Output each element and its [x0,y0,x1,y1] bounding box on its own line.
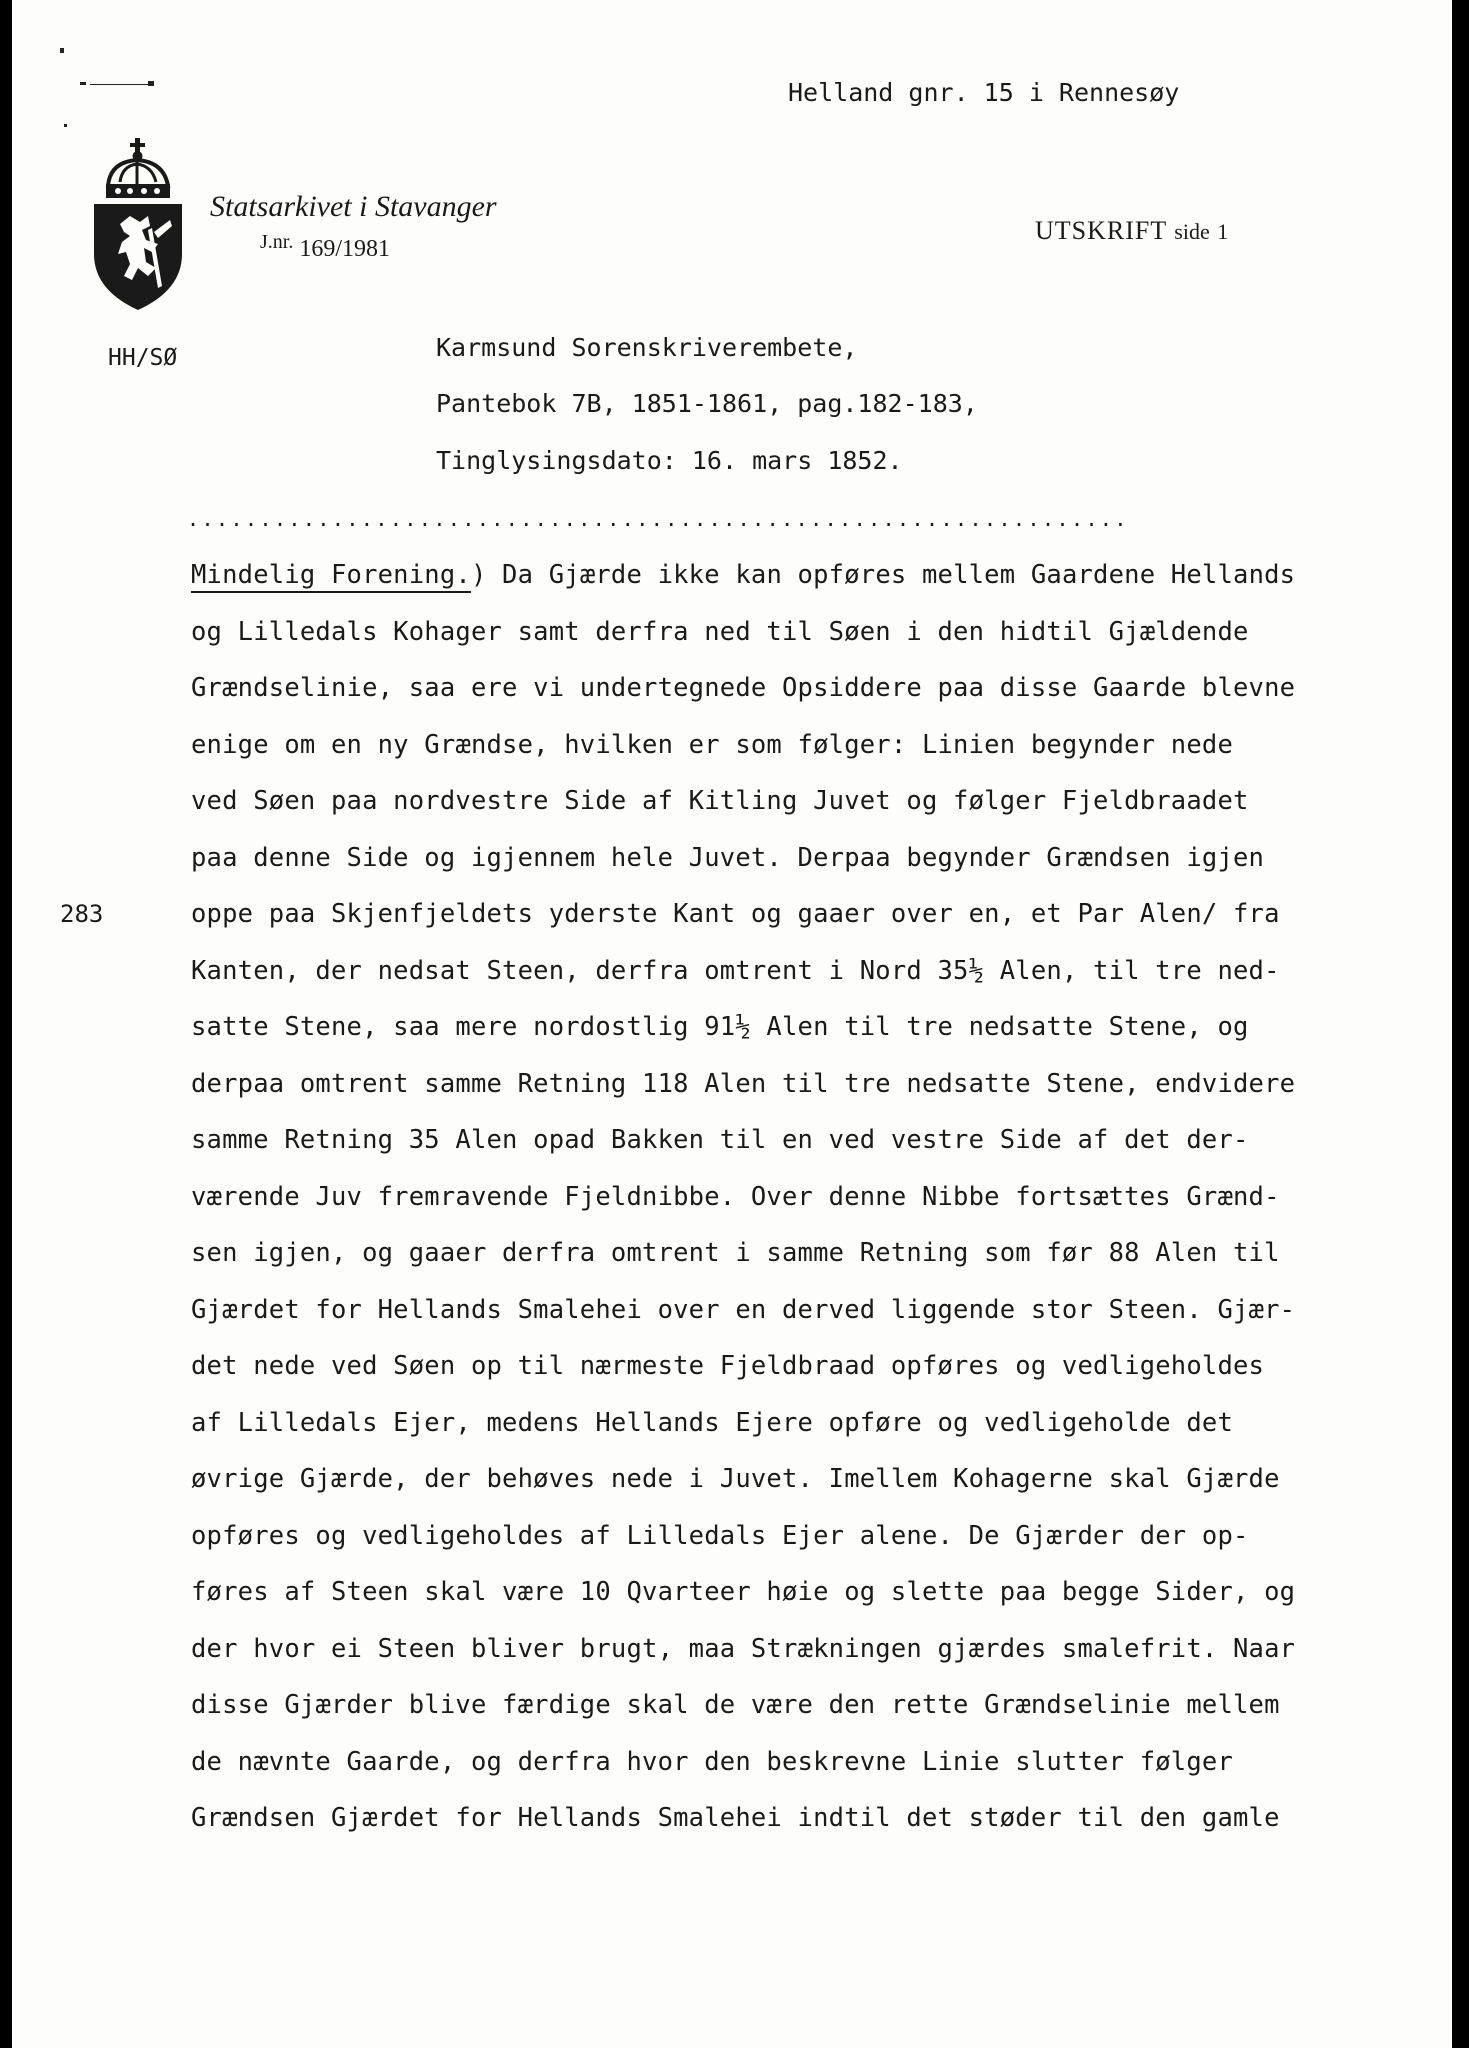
dotted-separator: ................................................................. [187,507,1129,531]
text-line: af Lilledals Ejer, medens Hellands Ejere opføre og vedligeholde det [191,1408,1234,1438]
journal-number-value: 169/1981 [299,236,391,262]
text-line: sen igjen, og gaaer derfra omtrent i samme Retning som før 88 Alen til [191,1238,1280,1268]
scan-mark [80,82,86,85]
text-line: satte Stene, saa mere nordostlig 91½ Alen til tre nedsatte Stene, og [191,1012,1249,1042]
text-line: Grændsen Gjærdet for Hellands Smalehei indtil det støder til den gamle [191,1803,1280,1833]
scan-mark [148,81,154,86]
document-page [12,0,1452,2048]
text-line: der hvor ei Steen bliver brugt, maa Strækningen gjærdes smalefrit. Naar [191,1634,1296,1664]
first-line-text: ) Da Gjærde ikke kan opføres mellem Gaardene Hellands [470,560,1296,590]
text-line: det nede ved Søen op til nærmeste Fjeldbraad opføres og vedligeholdes [191,1351,1265,1381]
reference-line: Tinglysingsdato: 16. mars 1852. [436,446,903,475]
text-line: samme Retning 35 Alen opad Bakken til en ved vestre Side af det der- [191,1125,1249,1155]
text-line: værende Juv fremravende Fjeldnibbe. Over denne Nibbe fortsættes Grænd- [191,1182,1280,1212]
document-type: UTSKRIFT [1035,216,1167,245]
text-line: føres af Steen skal være 10 Qvarteer høie og slette paa begge Sider, og [191,1577,1296,1607]
text-line: øvrige Gjærde, der behøves nede i Juvet. Imellem Kohagerne skal Gjærde [191,1464,1280,1494]
scan-mark [60,48,64,53]
text-line: derpaa omtrent samme Retning 118 Alen til tre nedsatte Stene, endvidere [191,1069,1296,1099]
text-line: Gjærdet for Hellands Smalehei over en derved liggende stor Steen. Gjær- [191,1295,1296,1325]
author-initials: HH/SØ [108,345,178,371]
page-number: 1 [1217,219,1229,244]
text-line: opføres og vedligeholdes af Lilledals Ejer alene. De Gjærder der op- [191,1521,1249,1551]
reference-line: Karmsund Sorenskriverembete, [436,333,858,362]
norwegian-coat-of-arms-icon [90,136,186,312]
archive-name: Statsarkivet i Stavanger [210,190,497,223]
text-line [191,560,1295,590]
text-line: Kanten, der nedsat Steen, derfra omtrent i Nord 35½ Alen, til tre ned- [191,956,1280,986]
text-line: paa denne Side og igjennem hele Juvet. Derpaa begynder Grændsen igjen [191,843,1265,873]
text-line: ved Søen paa nordvestre Side af Kitling Juvet og følger Fjeldbraadet [191,786,1249,816]
section-heading: Mindelig Forening. [191,560,471,593]
scan-mark [64,124,67,127]
text-line: disse Gjærder blive færdige skal de være den rette Grændselinie mellem [191,1690,1280,1720]
journal-number [260,231,391,263]
text-line: de nævnte Gaarde, og derfra hvor den beskrevne Linie slutter følger [191,1747,1234,1777]
journal-number-label: J.nr. [260,231,294,253]
transcript-label [1035,216,1228,246]
text-line: enige om en ny Grændse, hvilken er som følger: Linien begynder nede [191,730,1234,760]
property-header: Helland gnr. 15 i Rennesøy [788,78,1180,107]
reference-line: Pantebok 7B, 1851-1861, pag.182-183, [436,389,978,418]
text-line: oppe paa Skjenfjeldets yderste Kant og gaaer over en, et Par Alen/ fra [191,899,1280,929]
scan-mark [90,84,148,85]
text-line: Grændselinie, saa ere vi undertegnede Opsiddere paa disse Gaarde blevne [191,673,1296,703]
margin-page-number: 283 [60,900,104,928]
side-label: side [1174,219,1210,244]
text-line: og Lilledals Kohager samt derfra ned til Søen i den hidtil Gjældende [191,617,1249,647]
